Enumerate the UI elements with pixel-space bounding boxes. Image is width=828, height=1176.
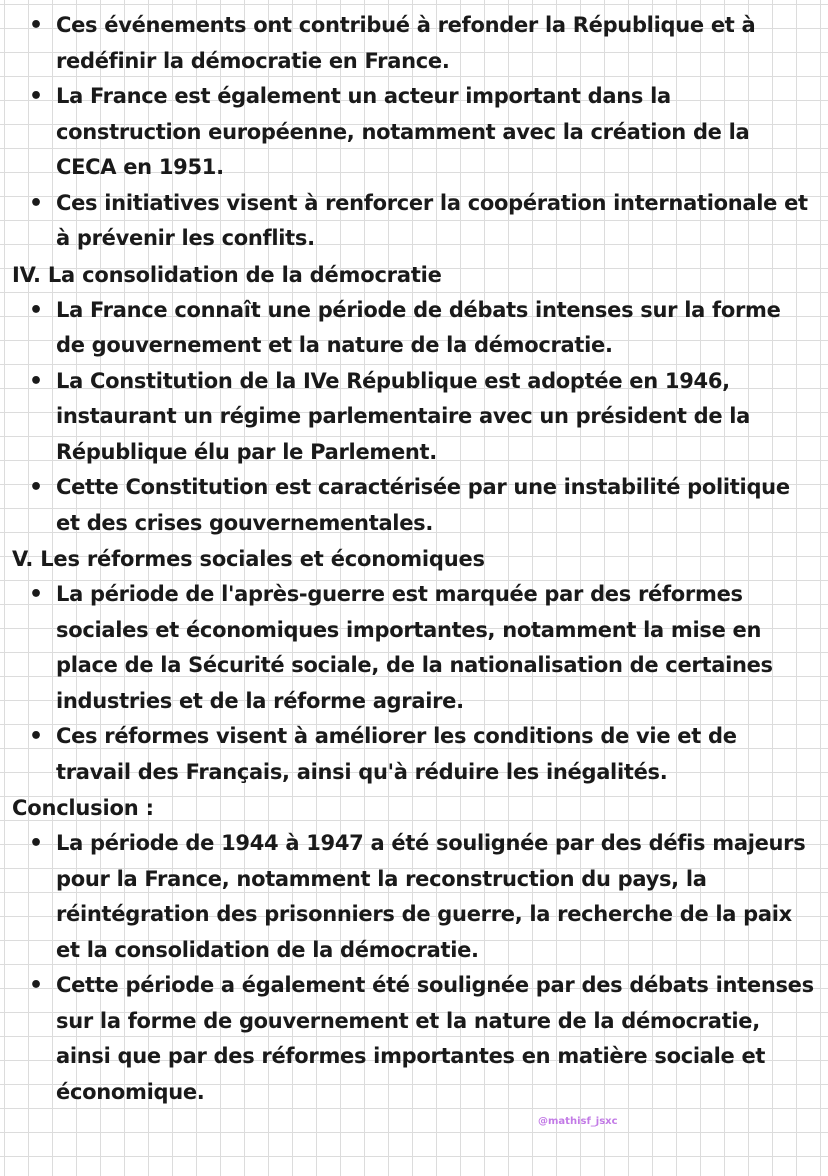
- list-item: • La période de l'après-guerre est marquée par des réformes sociales et économiques importantes, notamment la mise en place de la Sécurité sociale, de la nationalisation de certaines industries et de la réforme agraire.: [56, 577, 828, 719]
- list-item: • Cette période a également été soulignée par des débats intenses sur la forme de gouvernement et la nature de la démocratie, ainsi que par des réformes importantes en matière sociale et économique.: [56, 968, 828, 1110]
- list-item: • Cette Constitution est caractérisée par une instabilité politique et des crises gouvernementales.: [56, 470, 828, 541]
- section-iv-heading: IV. La consolidation de la démocratie: [12, 262, 442, 287]
- list-item: • La France est également un acteur important dans la construction européenne, notamment avec la création de la CECA en 1951.: [56, 79, 828, 186]
- section-v-heading: V. Les réformes sociales et économiques: [12, 547, 485, 571]
- intro-bullet-list: [0, 8, 828, 257]
- section-iv-bullet-list: [0, 293, 828, 542]
- document-page: [0, 8, 828, 1110]
- list-item: • La France connaît une période de débats intenses sur la forme de gouvernement et la nature de la démocratie.: [56, 293, 828, 364]
- list-item: • La Constitution de la IVe République est adoptée en 1946, instaurant un régime parlementaire avec un président de la République élu par le Parlement.: [56, 364, 828, 471]
- conclusion-bullet-list: [0, 826, 828, 1110]
- watermark-handle: @mathisf_jsxc: [538, 1116, 618, 1127]
- section-v-bullet-list: [0, 577, 828, 790]
- list-item: • Ces initiatives visent à renforcer la coopération internationale et à prévenir les conflits.: [56, 186, 828, 257]
- list-item: • Ces événements ont contribué à refonder la République et à redéfinir la démocratie en France.: [56, 8, 828, 79]
- list-item: • Ces réformes visent à améliorer les conditions de vie et de travail des Français, ainsi qu'à réduire les inégalités.: [56, 719, 828, 790]
- list-item: • La période de 1944 à 1947 a été soulignée par des défis majeurs pour la France, notamment la reconstruction du pays, la réintégration des prisonniers de guerre, la recherche de la paix et la consolidation de la démocratie.: [56, 826, 828, 968]
- conclusion-heading: Conclusion :: [12, 796, 154, 820]
